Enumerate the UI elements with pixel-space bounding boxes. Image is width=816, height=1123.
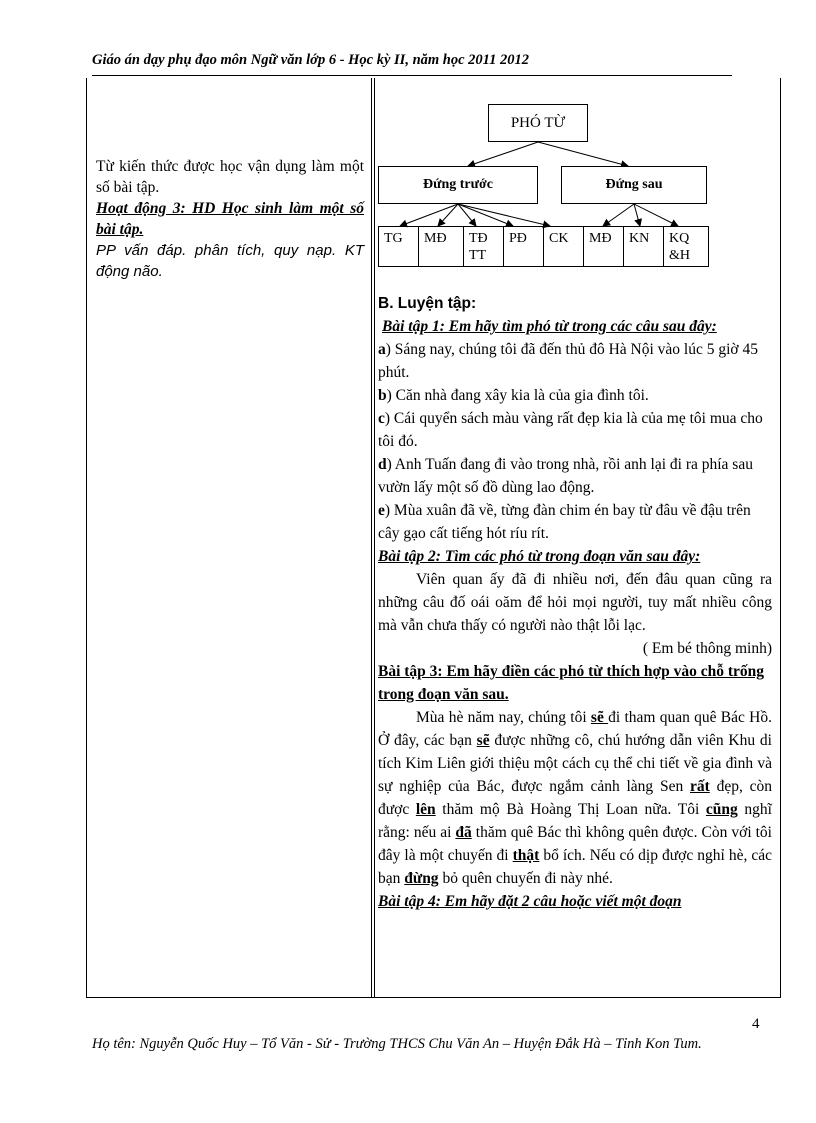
diagram-root-label: PHÓ TỪ [510, 114, 566, 131]
arrow-root-right [538, 142, 628, 166]
exercise-3-title: Bài tập 3: Em hãy điền các phó từ thích hợp vào chỗ trống trong đoạn văn sau. [378, 663, 765, 703]
table-divider [371, 78, 372, 998]
filled-adverb: sẽ [476, 732, 490, 749]
diagram-cell [664, 227, 708, 266]
item-label: e [378, 502, 385, 519]
diagram-root-box [488, 104, 588, 142]
exercise-1-item [378, 453, 772, 499]
filled-adverb: rất [690, 778, 710, 795]
item-text: ) Mùa xuân đã về, từng đàn chim én bay từ đâu về đậu trên cây gạo cất tiếng hót ríu rít. [378, 502, 751, 542]
filled-adverb: đã [455, 824, 472, 841]
arrow-md2 [603, 204, 634, 226]
text-segment: được những cô, chú hướng dẫn viên Khu di tích Kim Liên giới thiệu một cách cụ thể chi tiết về gia đình và sự nghiệp của Bác, được ngắm cảnh làng Sen [378, 732, 772, 795]
filled-adverb: cũng [705, 801, 738, 818]
cell-line: PĐ [509, 231, 527, 246]
diagram-after-label: Đứng sau [605, 177, 663, 192]
arrow-kq [634, 204, 678, 226]
diagram-cell [584, 227, 624, 266]
item-text: ) Căn nhà đang xây kia là của gia đình tôi. [386, 387, 649, 404]
exercise-2-title: Bài tập 2: Tìm các phó từ trong đoạn văn sau đây: [378, 548, 701, 565]
diagram-cell-row [378, 226, 709, 267]
footer-author: Họ tên: Nguyễn Quốc Huy – Tổ Văn - Sử - Trường THCS Chu Văn An – Huyện Đắk Hà – Tỉnh Kon Tum. [92, 1036, 702, 1052]
section-title: B. Luyện tập: [378, 295, 477, 312]
text-segment: thăm mộ Bà Hoàng Thị Loan nữa. Tôi [435, 801, 706, 818]
filled-adverb: đừng [404, 870, 439, 887]
page-header [92, 52, 732, 76]
text-segment: bỏ quên chuyến đi này nhé. [438, 870, 613, 887]
arrow-root-left [468, 142, 538, 166]
text-segment: đẹp, còn được [378, 778, 772, 818]
diagram-cell [379, 227, 419, 266]
cell-line: TĐ [469, 231, 488, 246]
header-title: Giáo án dạy phụ đạo môn Ngữ văn lớp 6 - Học kỳ II, năm học 2011 2012 [92, 52, 529, 68]
text-segment: đi tham quan quê Bác Hồ. Ở đây, các bạn [378, 709, 772, 749]
table-border-left [86, 78, 87, 998]
item-label: c [378, 410, 385, 427]
item-text: ) Sáng nay, chúng tôi đã đến thủ đô Hà Nội vào lúc 5 giờ 45 phút. [378, 341, 758, 381]
item-label: b [378, 387, 387, 404]
cell-line: MĐ [589, 231, 612, 246]
arrow-kn [634, 204, 640, 226]
cell-line: KQ [669, 231, 690, 246]
diagram-cell [419, 227, 464, 266]
cell-line: CK [549, 231, 569, 246]
table-border-right [780, 78, 781, 998]
diagram-after-box [561, 166, 707, 204]
text-segment: nghĩ rằng: nếu ai [378, 801, 772, 841]
activity-title: Hoạt động 3: HD Học sinh làm một số bài tập. [96, 200, 364, 238]
exercise-1-item [378, 338, 772, 384]
table-border-bottom [86, 997, 781, 998]
exercise-2-source: ( Em bé thông minh) [642, 640, 772, 657]
exercise-2-text: Viên quan ấy đã đi nhiều nơi, đến đâu quan cũng ra những câu đố oái oăm để hỏi mọi người, tuy mất nhiều công mà vẫn chưa thấy có người nào thật lỗi lạc. [378, 571, 772, 634]
intro-text: Từ kiến thức được học vận dụng làm một số bài tập. [96, 158, 364, 196]
diagram-before-label: Đứng trước [422, 177, 494, 192]
cell-line: &H [669, 248, 690, 263]
table-divider-double [374, 78, 375, 998]
diagram-cell [504, 227, 544, 266]
filled-adverb: lên [415, 801, 436, 818]
item-text: ) Cái quyển sách màu vàng rất đẹp kia là của mẹ tôi mua cho tôi đó. [378, 410, 763, 450]
filled-adverb: sẽ [590, 709, 609, 726]
exercise-3-text [378, 706, 772, 890]
content-column [378, 292, 772, 913]
diagram-cell [464, 227, 504, 266]
page-footer [92, 1034, 732, 1054]
arrow-tg [400, 204, 458, 226]
text-segment: Mùa hè năm nay, chúng tôi [416, 709, 591, 726]
exercise-1-item [378, 384, 772, 407]
cell-line: MĐ [424, 231, 447, 246]
diagram-before-box [378, 166, 538, 204]
item-text: ) Anh Tuấn đang đi vào trong nhà, rồi anh lại đi ra phía sau vườn lấy một số đồ dùng lao động. [378, 456, 753, 496]
exercise-4-title: Bài tập 4: Em hãy đặt 2 câu hoặc viết một đoạn [378, 893, 682, 910]
diagram-cell [624, 227, 664, 266]
filled-adverb: thật [512, 847, 540, 864]
page-number: 4 [752, 1016, 760, 1032]
adverb-diagram [378, 96, 768, 276]
cell-line: TT [469, 248, 487, 263]
cell-line: TG [384, 231, 403, 246]
method-text: PP vấn đáp. phân tích, quy nạp. KT động não. [96, 242, 364, 280]
cell-line: KN [629, 231, 650, 246]
item-label: a [378, 341, 386, 358]
text-segment: bổ ích. Nếu có dịp được nghỉ hè, các bạn [378, 847, 773, 887]
exercise-1-title: Bài tập 1: Em hãy tìm phó từ trong các câu sau đây: [382, 318, 717, 335]
exercise-1-item [378, 499, 772, 545]
exercise-1-item [378, 407, 772, 453]
diagram-cell [544, 227, 584, 266]
text-segment: thăm quê Bác thì không quên được. Còn với tôi đây là một chuyến đi [378, 824, 772, 864]
teacher-activity-column [96, 156, 364, 282]
item-label: d [378, 456, 387, 473]
